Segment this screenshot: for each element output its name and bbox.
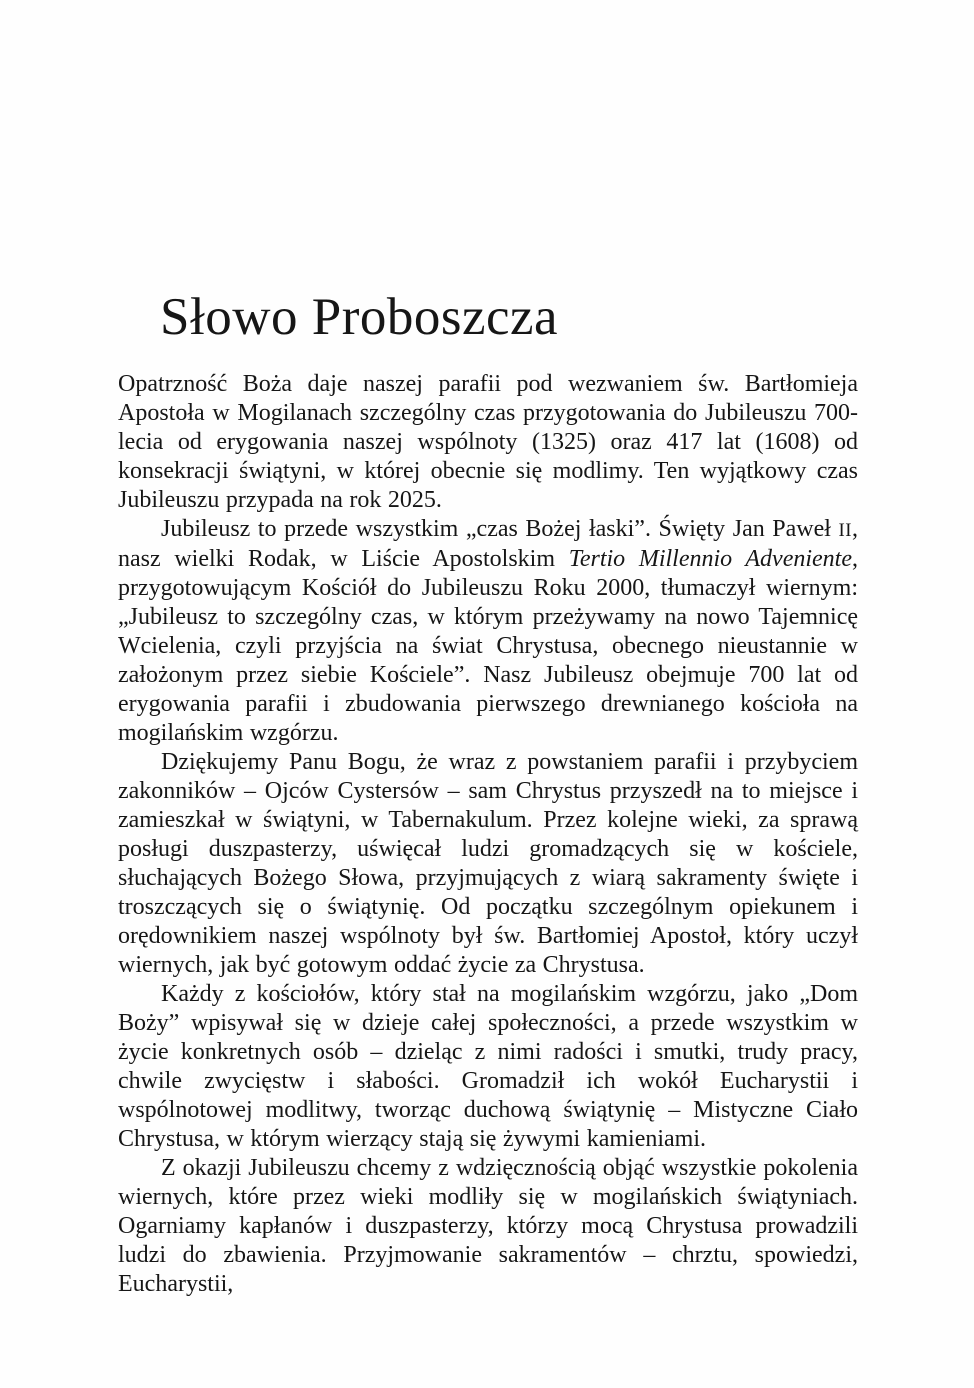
paragraph-jubileusz-text-tail: , przygotowującym Kościół do Jubileuszu Roku 2000, tłumaczył wiernym: „Jubileusz to szczególny czas, w którym przeżywamy na nowo Tajemnicę Wcielenia, czyli przyjścia na świat Chrystusa, obecnego nieustannie w założonym przez siebie Kościele”. Nasz Jubileusz obejmuje 700 lat od erygowania parafii i zbudowania pierwszego drewnianego kościoła na mogilańskim wzgórzu. — [118, 546, 858, 746]
roman-numeral-ii: II — [838, 520, 852, 541]
text-block — [118, 288, 858, 1299]
paragraph-opening: Opatrzność Boża daje naszej parafii pod wezwaniem św. Bartłomieja Apostoła w Mogilanach szczególny czas przygotowania do Jubileuszu 700-lecia od erygowania naszej wspólnoty (1325) oraz 417 lat (1608) od konsekracji świątyni, w której obecnie się modlimy. Ten wyjątkowy czas Jubileuszu przypada na rok 2025. — [118, 371, 858, 513]
paragraph-jubileusz-text-lead: Jubileusz to przede wszystkim „czas Bożej łaski”. Święty Jan Paweł — [161, 516, 839, 542]
paragraph-jubileusz-text-mid: , nasz wielki Rodak, w Liście Apostolskim — [118, 516, 858, 572]
paragraph-dziekujemy: Dziękujemy Panu Bogu, że wraz z powstaniem parafii i przybyciem zakonników – Ojców Cystersów – sam Chrystus przyszedł na to miejsce i zamieszkał w świątyni, w Tabernakulum. Przez kolejne wieki, za sprawą posługi duszpasterzy, uświęcał ludzi gromadzących się w kościele, słuchających Bożego Słowa, przyjmujących z wiarą sakramenty święte i troszczących się o świątynię. Od początku szczególnym opiekunem i orędownikiem naszej wspólnoty był św. Bartłomiej Apostoł, który uczył wiernych, jak być gotowym oddać życie za Chrystusa. — [118, 749, 858, 978]
page-title: Słowo Proboszcza — [160, 288, 559, 346]
paragraph-kazdy-z-kosciolow: Każdy z kościołów, który stał na mogilańskim wzgórzu, jako „Dom Boży” wpisywał się w dzieje całej społeczności, a przede wszystkim w życie konkretnych osób – dzieląc z nimi radości i smutki, trudy pracy, chwile zwycięstw i słabości. Gromadził ich wokół Eucharystii i wspólnotowej modlitwy, tworząc duchową świątynię – Mistyczne Ciało Chrystusa, w którym wierzący stają się żywymi kamieniami. — [118, 981, 858, 1152]
paragraph-z-okazji: Z okazji Jubileuszu chcemy z wdzięcznością objąć wszystkie pokolenia wiernych, które przez wieki modliły się w mogilańskich świątyniach. Ogarniamy kapłanów i duszpasterzy, którzy mocą Chrystusa prowadzili ludzi do zbawienia. Przyjmowanie sakramentów – chrztu, spowiedzi, Eucharystii, — [118, 1155, 858, 1297]
paragraph-jubileusz — [118, 515, 858, 748]
apostolic-letter-title: Tertio Millennio Adveniente — [568, 546, 852, 572]
